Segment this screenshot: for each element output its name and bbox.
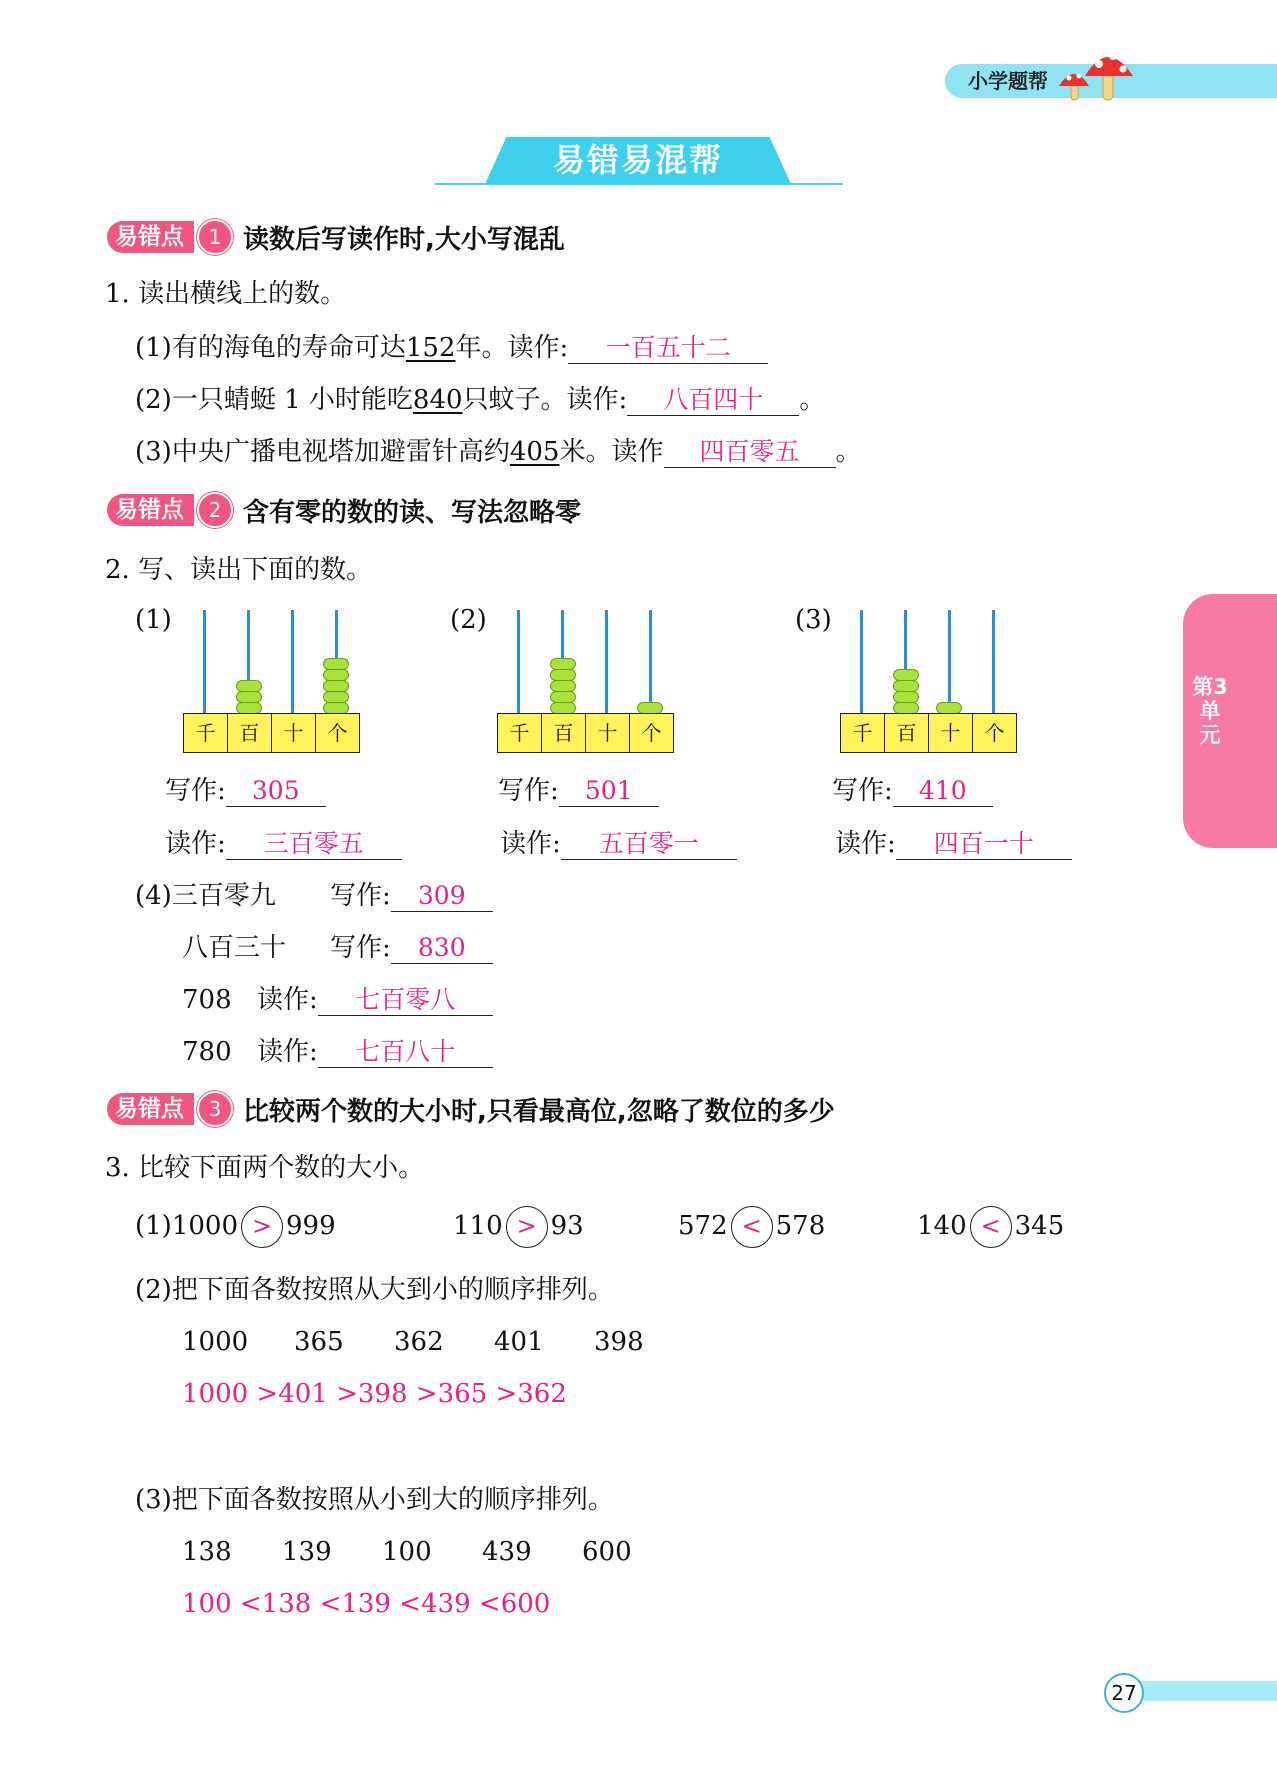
abacus-bead xyxy=(550,658,576,670)
q1-item-2 xyxy=(135,384,825,416)
error-point-title: 比较两个数的大小时,只看最高位,忽略了数位的多少 xyxy=(243,1096,835,1127)
abacus-bead xyxy=(550,680,576,692)
q1-answer: 一百五十二 xyxy=(568,333,768,364)
abacus-3 xyxy=(840,610,1015,765)
q2-part4-number: 780 xyxy=(182,1037,232,1067)
comparison-sign: < xyxy=(731,1206,773,1248)
comparison-left: (1)1000 xyxy=(135,1211,238,1241)
write-label: 写作: xyxy=(330,933,391,963)
comparison-left: 140 xyxy=(917,1211,967,1241)
abacus-2-read-answer: 五百零一 xyxy=(561,829,737,860)
abacus-2-label: (2) xyxy=(450,605,487,635)
number-item: 362 xyxy=(394,1327,444,1357)
comparison-right: 93 xyxy=(550,1211,584,1241)
error-point-title: 读数后写读作时,大小写混乱 xyxy=(243,224,565,255)
abacus-bead xyxy=(550,691,576,703)
abacus-3-read xyxy=(835,828,1072,860)
q1-answer: 八百四十 xyxy=(627,385,799,416)
q3-part3-answer: 100 <138 <139 <439 <600 xyxy=(182,1589,551,1619)
comparison-2 xyxy=(453,1206,584,1248)
place-label: 百 xyxy=(885,714,929,752)
abacus-place-labels xyxy=(183,713,360,753)
q1-item-number: 405 xyxy=(509,437,560,467)
error-point-title: 含有零的数的读、写法忽略零 xyxy=(243,497,582,528)
number-item: 365 xyxy=(294,1327,344,1357)
abacus-bead xyxy=(236,691,262,703)
read-label: 读作: xyxy=(257,985,318,1015)
q3-part2-answer: 1000 >401 >398 >365 >362 xyxy=(182,1379,567,1409)
q1-item-text: (1)有的海龟的寿命可达 xyxy=(135,333,406,363)
abacus-rod xyxy=(992,610,995,714)
place-label: 十 xyxy=(586,714,630,752)
abacus-bead xyxy=(323,658,349,670)
q1-item-text: (3)中央广播电视塔加避雷针高约 xyxy=(135,437,510,467)
abacus-1-read-answer: 三百零五 xyxy=(226,829,402,860)
q2-part4-answer: 309 xyxy=(391,881,493,912)
number-item: 600 xyxy=(582,1537,632,1567)
error-point-badge: 易错点 xyxy=(107,494,194,526)
number-item: 401 xyxy=(494,1327,544,1357)
abacus-bead xyxy=(893,691,919,703)
page-number: 27 xyxy=(1104,1673,1144,1713)
abacus-place-labels xyxy=(497,713,674,753)
place-label: 个 xyxy=(327,721,348,745)
abacus-bead xyxy=(323,669,349,681)
error-point-number: 3 xyxy=(197,1091,233,1127)
abacus-rod xyxy=(291,610,294,714)
abacus-1-label: (1) xyxy=(135,605,172,635)
comparison-4 xyxy=(917,1206,1064,1248)
write-label: 写作: xyxy=(832,776,893,806)
q1-item-text: (2)一只蜻蜓 1 小时能吃 xyxy=(135,385,413,415)
page-title: 易错易混帮 xyxy=(552,141,723,179)
abacus-bead xyxy=(323,680,349,692)
comparison-right: 578 xyxy=(775,1211,826,1241)
number-item: 1000 xyxy=(182,1327,249,1357)
q3-prompt: 3. 比较下面两个数的大小。 xyxy=(105,1153,425,1183)
q1-prompt: 1. 读出横线上的数。 xyxy=(105,279,347,309)
comparison-left: 572 xyxy=(678,1211,728,1241)
write-label: 写作: xyxy=(330,881,391,911)
abacus-1-written-answer: 305 xyxy=(226,776,326,807)
number-item: 100 xyxy=(382,1537,432,1567)
abacus-2 xyxy=(497,610,672,765)
abacus-2-written-answer: 501 xyxy=(559,776,659,807)
read-label: 读作: xyxy=(165,829,226,859)
comparison-sign: > xyxy=(506,1206,548,1248)
abacus-bead xyxy=(893,680,919,692)
place-label: 十 xyxy=(929,714,973,752)
write-label: 写作: xyxy=(165,776,226,806)
q1-item-text: 年。读作: xyxy=(455,333,569,363)
read-label: 读作: xyxy=(835,829,896,859)
error-point-number: 1 xyxy=(197,219,233,255)
abacus-3-written-answer: 410 xyxy=(893,776,993,807)
abacus-1-write xyxy=(165,775,326,807)
q1-item-end: 。 xyxy=(799,385,826,415)
q1-item-end: 。 xyxy=(835,437,862,467)
q3-part2-prompt: (2)把下面各数按照从大到小的顺序排列。 xyxy=(135,1275,614,1305)
abacus-1 xyxy=(183,610,358,765)
abacus-rod xyxy=(605,610,608,714)
q1-answer: 四百零五 xyxy=(664,437,836,468)
q2-part4-number: 八百三十 xyxy=(182,933,287,963)
abacus-rod xyxy=(649,610,652,714)
comparison-1 xyxy=(135,1206,336,1248)
q2-prompt: 2. 写、读出下面的数。 xyxy=(105,555,373,585)
abacus-3-write xyxy=(832,775,993,807)
abacus-bead xyxy=(550,669,576,681)
number-item: 439 xyxy=(482,1537,532,1567)
q1-item-3 xyxy=(135,436,862,468)
place-label: 千 xyxy=(498,714,542,752)
q3-part3-prompt: (3)把下面各数按照从小到大的顺序排列。 xyxy=(135,1485,614,1515)
comparison-left: 110 xyxy=(453,1211,503,1241)
abacus-2-read xyxy=(500,828,737,860)
number-item: 398 xyxy=(594,1327,644,1357)
abacus-rod xyxy=(203,610,206,714)
q1-item-text: 只蚊子。读作: xyxy=(462,385,628,415)
unit-side-tab-label: 第3单元 xyxy=(1192,675,1228,747)
error-point-number: 2 xyxy=(197,492,233,528)
brand-label: 小学题帮 xyxy=(968,69,1048,93)
abacus-1-read xyxy=(165,828,402,860)
q3-part3-numbers xyxy=(182,1536,632,1568)
q2-part4-answer: 七百八十 xyxy=(318,1037,493,1068)
read-label: 读作: xyxy=(257,1037,318,1067)
q2-part4-answer: 七百零八 xyxy=(318,985,493,1016)
q2-part4-row-1 xyxy=(135,880,493,912)
error-point-badge: 易错点 xyxy=(107,221,194,253)
q2-part4-row-3 xyxy=(182,984,493,1016)
abacus-rod xyxy=(517,610,520,714)
q1-item-1 xyxy=(135,332,768,364)
q1-item-text: 米。读作 xyxy=(559,437,664,467)
q3-part2-numbers xyxy=(182,1326,644,1358)
place-label: 百 xyxy=(542,714,586,752)
write-label: 写作: xyxy=(498,776,559,806)
place-label: 百 xyxy=(228,714,272,752)
q2-part4-number: 708 xyxy=(182,985,232,1015)
place-label: 千 xyxy=(841,714,885,752)
comparison-right: 345 xyxy=(1014,1211,1065,1241)
comparison-sign: > xyxy=(241,1206,283,1248)
abacus-3-label: (3) xyxy=(795,605,832,635)
comparison-right: 999 xyxy=(286,1211,336,1241)
abacus-3-read-answer: 四百一十 xyxy=(896,829,1072,860)
abacus-rod xyxy=(948,610,951,714)
read-label: 读作: xyxy=(500,829,561,859)
abacus-rod xyxy=(860,610,863,714)
q1-item-number: 152 xyxy=(405,333,456,363)
abacus-bead xyxy=(323,691,349,703)
error-point-2 xyxy=(107,493,581,527)
mushroom-icon xyxy=(1055,42,1140,104)
comparison-sign: < xyxy=(970,1206,1012,1248)
comparison-3 xyxy=(678,1206,825,1248)
place-label: 十 xyxy=(272,714,316,752)
number-item: 138 xyxy=(182,1537,232,1567)
number-item: 139 xyxy=(282,1537,332,1567)
place-label: 千 xyxy=(184,714,228,752)
q2-part4-row-4 xyxy=(182,1036,493,1068)
q1-item-number: 840 xyxy=(412,385,463,415)
place-label: 个 xyxy=(641,721,662,745)
q2-part4-number: (4)三百零九 xyxy=(135,881,276,911)
q2-part4-row-2 xyxy=(182,932,493,964)
abacus-bead xyxy=(236,680,262,692)
error-point-1 xyxy=(107,220,565,254)
error-point-badge: 易错点 xyxy=(107,1093,194,1125)
error-point-3 xyxy=(107,1092,835,1126)
abacus-bead xyxy=(893,669,919,681)
abacus-place-labels xyxy=(840,713,1017,753)
q2-part4-answer: 830 xyxy=(391,933,493,964)
abacus-2-write xyxy=(498,775,659,807)
place-label: 个 xyxy=(984,721,1005,745)
